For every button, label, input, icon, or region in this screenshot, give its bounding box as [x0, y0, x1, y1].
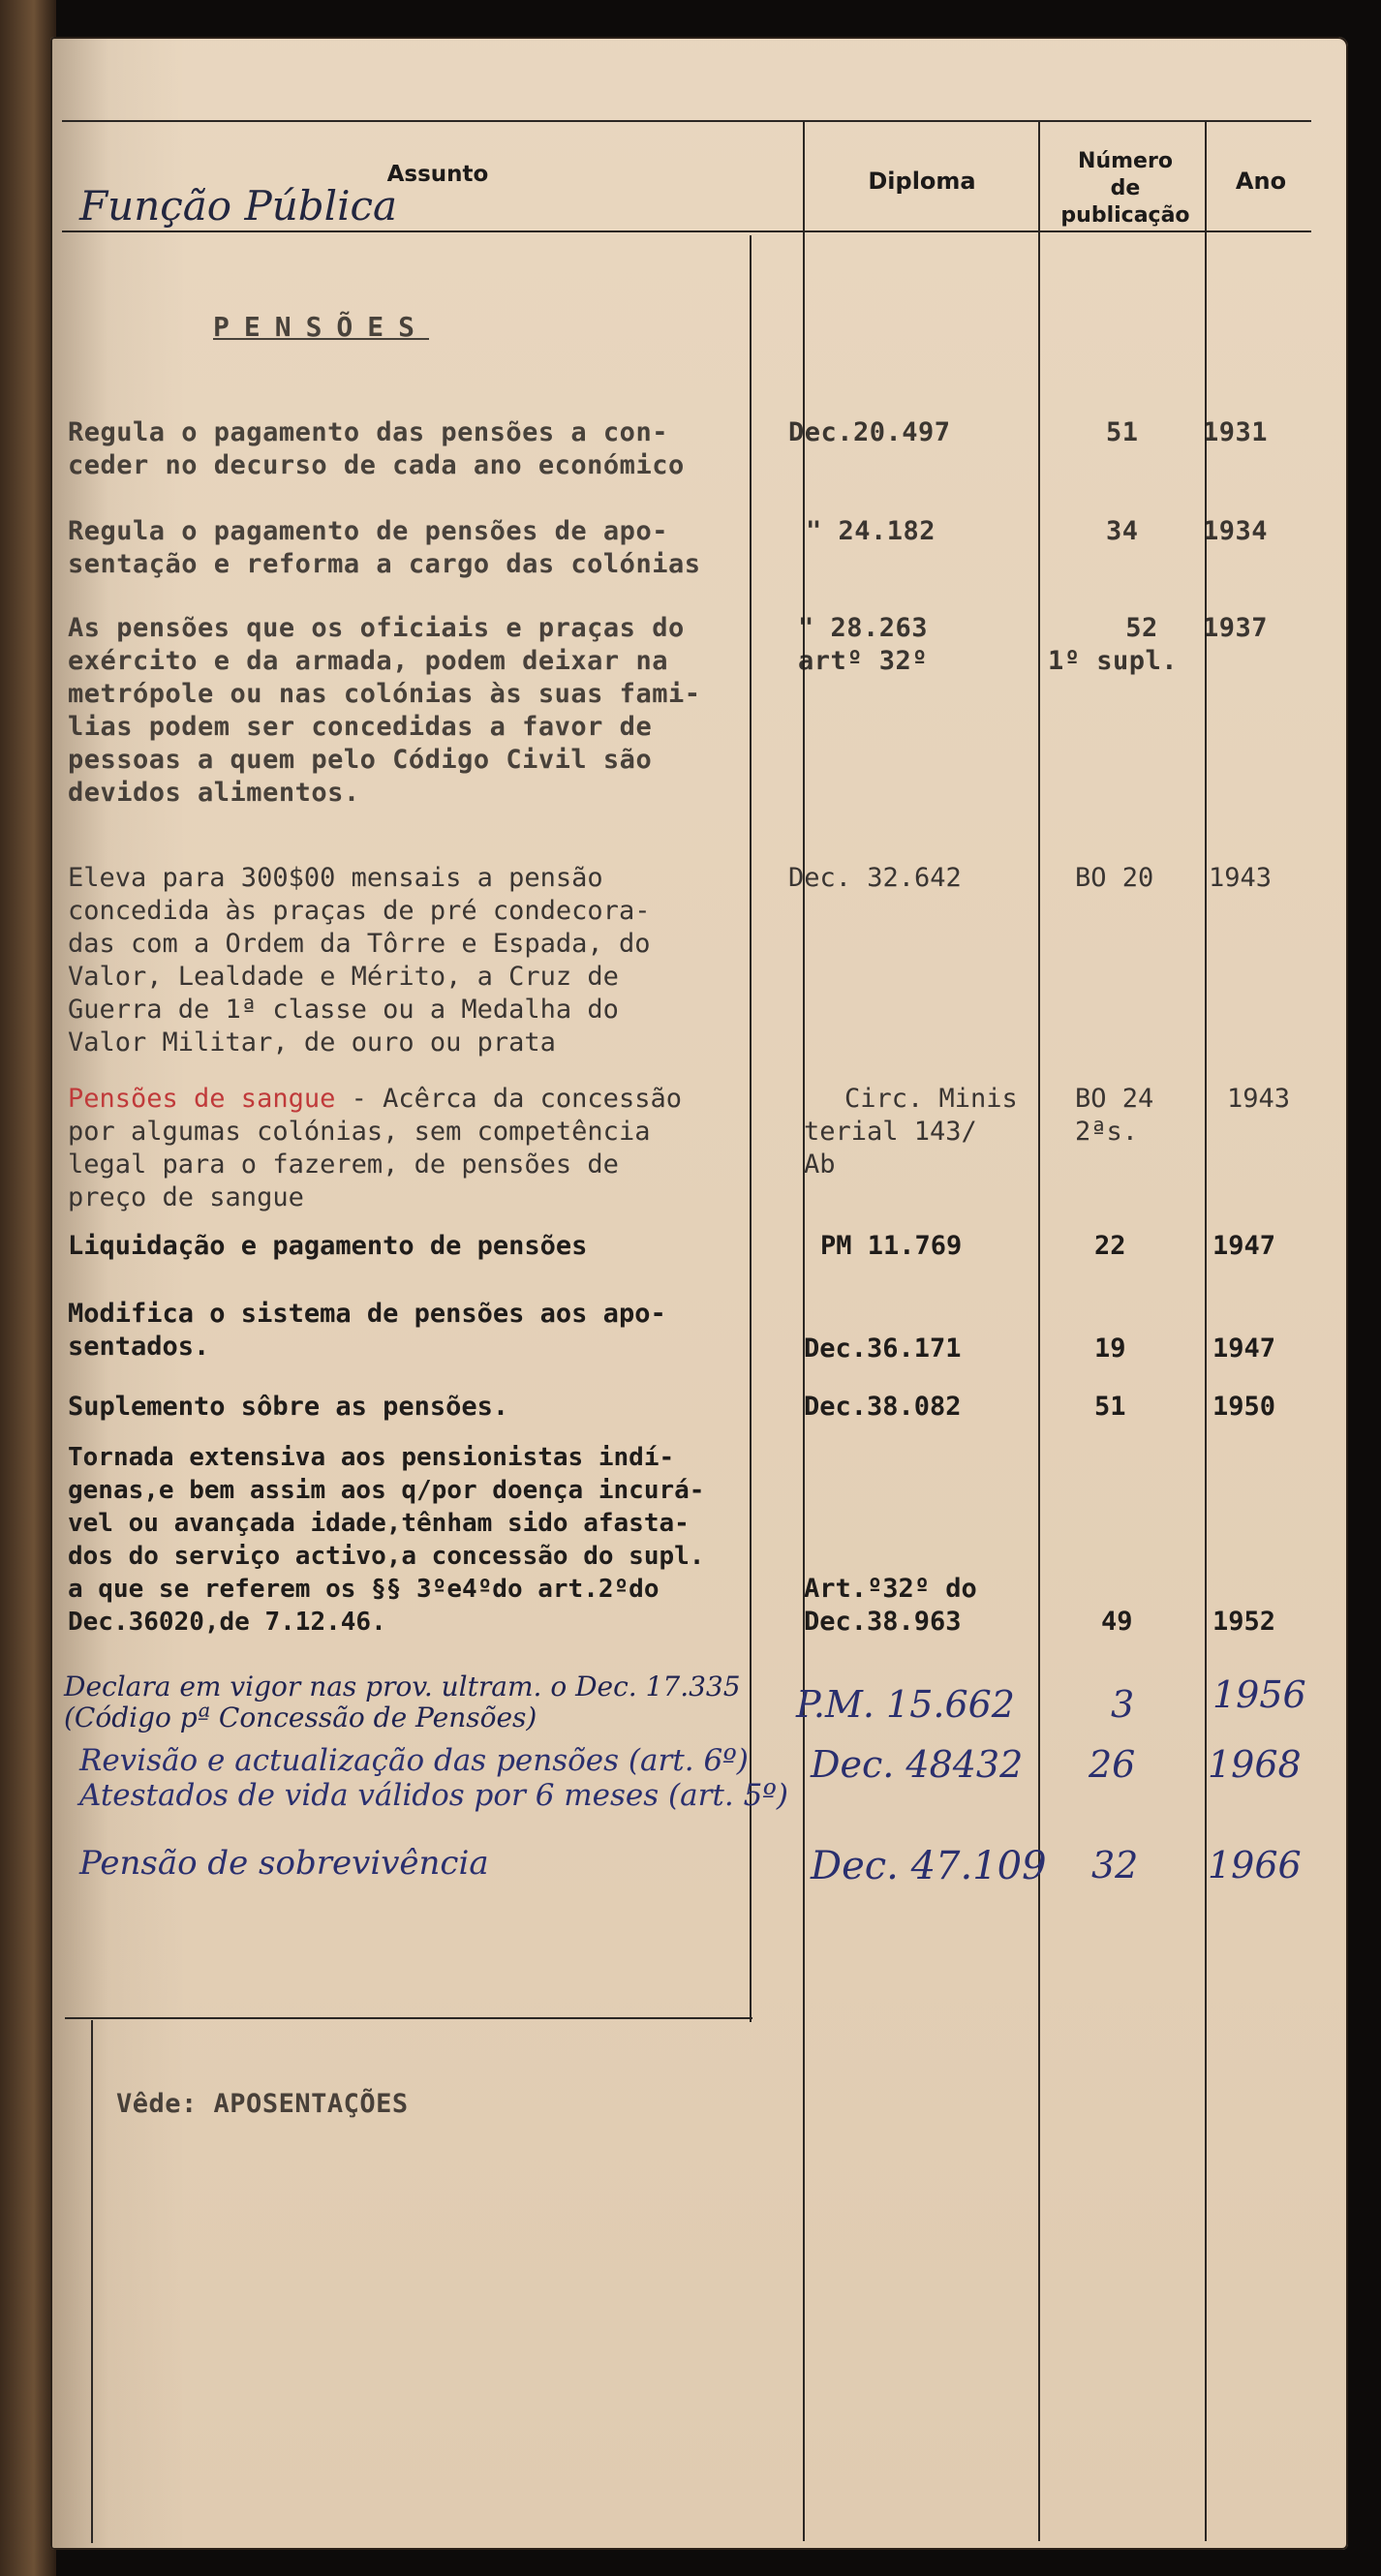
hand-row-3-diploma: Dec. 47.109 — [811, 1844, 1047, 1888]
row-9-ano: 1952 — [1212, 1607, 1276, 1637]
row-5-line-1-rest: - Acêrca da concessão — [335, 1084, 682, 1114]
row-3-line-2: exército e da armada, podem deixar na — [68, 646, 668, 676]
row-7-line-2: sentados. — [68, 1332, 210, 1362]
row-9-assunto — [68, 1441, 704, 1639]
section-title: PENSÕES — [213, 311, 430, 343]
hand-row-1-assunto — [64, 1671, 741, 1733]
row-1-ano: 1931 — [1203, 417, 1269, 447]
row-5-line-3: legal para o fazerem, de pensões de — [68, 1150, 619, 1180]
row-1-numero: 51 — [1106, 417, 1139, 447]
handwritten-category: Função Pública — [79, 182, 398, 230]
row-8-diploma: Dec.38.082 — [804, 1392, 962, 1422]
header-ano: Ano — [1235, 168, 1287, 195]
hand-row-3-numero: 32 — [1091, 1844, 1139, 1886]
row-8-numero: 51 — [1094, 1392, 1126, 1422]
row-2-assunto — [68, 515, 700, 581]
row-3-line-5: pessoas a quem pelo Código Civil são — [68, 745, 653, 775]
row-6-diploma: PM 11.769 — [820, 1231, 963, 1261]
row-7-line-1: Modifica o sistema de pensões aos apo- — [68, 1299, 666, 1329]
row-3-diploma — [798, 612, 928, 678]
row-4-line-6: Valor Militar, de ouro ou prata — [68, 1027, 556, 1058]
column-divider-ano — [1205, 120, 1207, 2541]
row-2-ano: 1934 — [1203, 516, 1269, 546]
hand-row-2-assunto — [79, 1743, 788, 1813]
row-4-line-4: Valor, Lealdade e Mérito, a Cruz de — [68, 962, 619, 992]
row-9-line-3: vel ou avançada idade,tênham sido afasta- — [68, 1509, 690, 1538]
header-numero — [1048, 148, 1203, 230]
hand-row-1-diploma: P.M. 15.662 — [796, 1683, 1015, 1726]
hand-row-1-numero: 3 — [1111, 1683, 1135, 1726]
row-3-numero — [1048, 612, 1178, 678]
row-9-diploma-line-2: Dec.38.963 — [804, 1607, 962, 1637]
row-5-numero-line-2: 2ªs. — [1075, 1117, 1139, 1147]
row-9-line-1: Tornada extensiva aos pensionistas indí- — [68, 1443, 675, 1472]
index-card-page — [50, 37, 1348, 2550]
row-1-line-2: ceder no decurso de cada ano económico — [68, 450, 685, 480]
row-9-line-5: a que se referem os §§ 3ºe4ºdo art.2ºdo — [68, 1575, 660, 1604]
row-4-line-1: Eleva para 300$00 mensais a pensão — [68, 863, 603, 893]
header-diploma: Diploma — [868, 168, 976, 195]
row-9-line-2: genas,e bem assim aos q/por doença incurá- — [68, 1476, 705, 1505]
vede-value: APOSENTAÇÕES — [213, 2089, 409, 2119]
row-3-line-6: devidos alimentos. — [68, 778, 360, 808]
row-5-numero — [1075, 1083, 1153, 1149]
row-6-ano: 1947 — [1212, 1231, 1276, 1261]
top-rule — [62, 120, 1311, 122]
row-5-diploma-line-1: Circ. Minis — [844, 1084, 1018, 1114]
row-1-diploma: Dec.20.497 — [788, 417, 951, 447]
row-4-numero: BO 20 — [1075, 863, 1154, 893]
hand-row-2-diploma: Dec. 48432 — [811, 1743, 1024, 1786]
row-3-diploma-line-1: " 28.263 — [798, 613, 929, 643]
left-lower-divider — [91, 2020, 93, 2543]
row-7-numero: 19 — [1094, 1334, 1126, 1364]
hand-row-1-line-1: Declara em vigor nas prov. ultram. o Dec. 17.335 — [64, 1671, 741, 1702]
hand-row-2-numero: 26 — [1089, 1743, 1136, 1786]
row-4-line-3: das com a Ordem da Tôrre e Espada, do — [68, 929, 651, 959]
row-5-ano: 1943 — [1227, 1084, 1291, 1114]
row-9-line-6: Dec.36020,de 7.12.46. — [68, 1608, 386, 1637]
row-4-line-5: Guerra de 1ª classe ou a Medalha do — [68, 995, 619, 1025]
row-9-diploma-line-1: Art.º32º do — [804, 1574, 977, 1604]
header-rule — [62, 230, 1311, 232]
row-7-assunto — [68, 1298, 666, 1364]
row-5-line-2: por algumas colónias, sem competência — [68, 1117, 651, 1147]
row-3-ano: 1937 — [1203, 613, 1269, 643]
row-8-assunto: Suplemento sôbre as pensões. — [68, 1392, 509, 1422]
row-3-line-1: As pensões que os oficiais e praças do — [68, 613, 685, 643]
row-9-diploma — [804, 1573, 977, 1639]
header-numero-line2: de publicação — [1060, 176, 1190, 228]
row-2-diploma: " 24.182 — [806, 516, 936, 546]
row-5-assunto — [68, 1083, 682, 1214]
row-7-diploma: Dec.36.171 — [804, 1334, 962, 1364]
column-divider-diploma — [803, 120, 805, 2541]
row-1-assunto — [68, 416, 685, 482]
row-3-numero-line-1: 52 — [1125, 613, 1158, 643]
book-spine — [0, 0, 56, 2576]
hand-row-3-assunto: Pensão de sobrevivência — [79, 1844, 489, 1883]
row-5-line-4: preço de sangue — [68, 1182, 304, 1212]
row-9-line-4: dos do serviço activo,a concessão do supl. — [68, 1542, 705, 1571]
hand-row-1-line-2: (Código pª Concessão de Pensões) — [64, 1702, 537, 1733]
row-2-line-1: Regula o pagamento de pensões de apo- — [68, 516, 668, 546]
header-assunto: Assunto — [386, 162, 489, 187]
row-3-line-4: lias podem ser concedidas a favor de — [68, 712, 653, 742]
row-3-assunto — [68, 612, 700, 810]
row-5-diploma — [804, 1083, 1018, 1181]
row-6-assunto: Liquidação e pagamento de pensões — [68, 1231, 588, 1261]
table-bottom-rule — [65, 2017, 752, 2019]
hand-row-2-line-1: Revisão e actualização das pensões (art. 6º) — [79, 1743, 749, 1778]
row-3-numero-line-2: 1º supl. — [1048, 646, 1179, 676]
row-9-numero: 49 — [1101, 1607, 1133, 1637]
row-4-ano: 1943 — [1209, 863, 1273, 893]
row-6-numero: 22 — [1094, 1231, 1126, 1261]
row-8-ano: 1950 — [1212, 1392, 1276, 1422]
row-5-red-label: Pensões de sangue — [68, 1084, 336, 1114]
row-4-line-2: concedida às praças de pré condecora- — [68, 896, 651, 926]
header-numero-line1: Número — [1078, 149, 1173, 173]
row-3-line-3: metrópole ou nas colónias às suas fami- — [68, 679, 701, 709]
hand-row-2-ano: 1968 — [1208, 1743, 1302, 1786]
row-2-line-2: sentação e reforma a cargo das colónias — [68, 549, 701, 579]
row-5-diploma-line-2: terial 143/ — [804, 1117, 977, 1147]
row-5-diploma-line-3: Ab — [804, 1150, 836, 1180]
row-5-numero-line-1: BO 24 — [1075, 1084, 1154, 1114]
row-4-assunto — [68, 862, 650, 1059]
row-2-numero: 34 — [1106, 516, 1139, 546]
vede-label: Vêde: — [116, 2089, 198, 2119]
row-1-line-1: Regula o pagamento das pensões a con- — [68, 417, 668, 447]
row-7-ano: 1947 — [1212, 1334, 1276, 1364]
hand-row-2-line-2: Atestados de vida válidos por 6 meses (art. 5º) — [79, 1778, 788, 1813]
vede-reference — [116, 2088, 409, 2121]
row-4-diploma: Dec. 32.642 — [788, 863, 962, 893]
hand-row-3-ano: 1966 — [1208, 1844, 1302, 1886]
column-divider-numero — [1038, 120, 1040, 2541]
row-3-diploma-line-2: artº 32º — [798, 646, 929, 676]
hand-row-1-ano: 1956 — [1212, 1673, 1306, 1716]
